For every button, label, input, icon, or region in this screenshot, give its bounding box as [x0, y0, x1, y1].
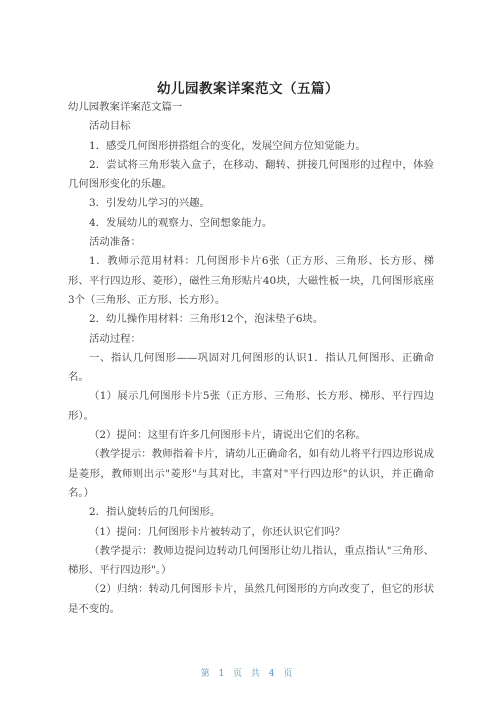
paragraph: （1）展示几何图形卡片5张（正方形、三角形、长方形、梯形、平行四边形）。 — [68, 390, 434, 422]
paragraph: 1．教师示范用材料：几何图形卡片6张（正方形、三角形、长方形、梯形、平行四边形、菱形），磁性三角形贴片40块，大磁性板一块，几何图形底座3个（三角形、正方形、长方形）。 — [68, 255, 434, 306]
paragraph: 2．指认旋转后的几何图形。 — [89, 506, 221, 519]
paragraph: （教学提示：教师指着卡片，请幼儿正确命名，如有幼儿将平行四边形说成是菱形，教师则出示"菱形"与其对比，丰富对"平行四边形"的认识，并正确命名。） — [68, 448, 434, 499]
paragraph: 2．幼儿操作用材料：三角形12个，泡沫垫子6块。 — [89, 313, 324, 326]
document-body — [68, 98, 434, 619]
paragraph: 2．尝试将三角形装入盒子，在移动、翻转、拼接几何图形的过程中，体验几何图形变化的乐趣。 — [68, 158, 434, 191]
paragraph: （1）提问：几何图形卡片被转动了，你还认识它们吗？ — [89, 525, 345, 538]
paragraph: 活动准备： — [89, 236, 141, 249]
paragraph: 活动目标 — [89, 120, 131, 133]
document-title: 幼儿园教案详案范文（五篇） — [157, 81, 339, 97]
paragraph: 4．发展幼儿的观察力、空间想象能力。 — [89, 216, 273, 229]
paragraph: 幼儿园教案详案范文篇一 — [68, 101, 183, 113]
paragraph: （2）提问：这里有许多几何图形卡片，请说出它们的名称。 — [89, 429, 366, 442]
paragraph: 一、指认几何图形——巩固对几何图形的认识1．指认几何图形、正确命名。 — [68, 351, 434, 384]
paragraph: （教学提示：教师边提问边转动几何图形让幼儿指认，重点指认"三角形、梯形、平行四边形"。） — [68, 544, 434, 577]
paragraph: （2）归纳：转动几何图形卡片，虽然几何图形的方向改变了，但它的形状是不变的。 — [68, 583, 434, 615]
paragraph: 1．感受几何图形拼搭组合的变化，发展空间方位知觉能力。 — [89, 139, 366, 152]
page-footer: 第 1 页 共 4 页 — [200, 669, 296, 679]
paragraph: 活动过程： — [89, 332, 141, 345]
paragraph: 3．引发幼儿学习的兴趣。 — [89, 197, 210, 210]
